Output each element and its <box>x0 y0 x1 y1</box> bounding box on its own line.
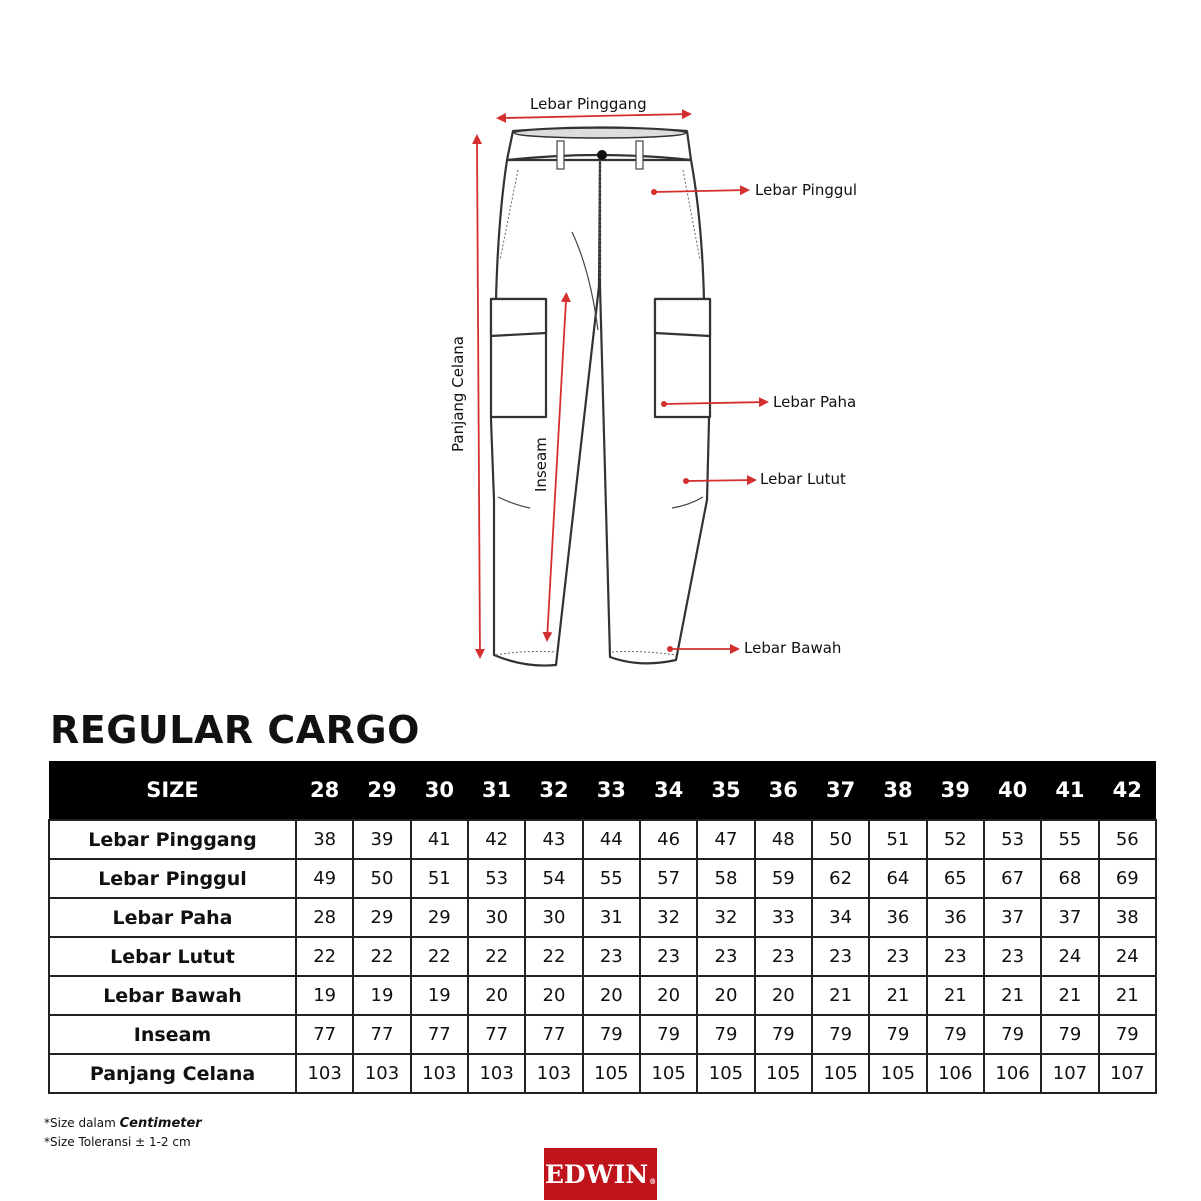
note-unit <box>44 1114 202 1133</box>
size-column-header: 31 <box>468 761 525 820</box>
table-cell: 79 <box>583 1015 640 1054</box>
note-unit-prefix: *Size dalam <box>44 1116 120 1130</box>
table-cell: 107 <box>1041 1054 1098 1093</box>
table-row <box>49 976 1156 1015</box>
table-cell: 53 <box>468 859 525 898</box>
table-row <box>49 1015 1156 1054</box>
table-cell: 20 <box>697 976 754 1015</box>
table-cell: 37 <box>984 898 1041 937</box>
table-cell: 107 <box>1099 1054 1156 1093</box>
size-header-label: SIZE <box>49 761 296 820</box>
size-chart-table <box>48 761 1157 1094</box>
table-row <box>49 937 1156 976</box>
table-cell: 106 <box>927 1054 984 1093</box>
table-cell: 34 <box>812 898 869 937</box>
table-cell: 58 <box>697 859 754 898</box>
table-cell: 30 <box>468 898 525 937</box>
table-cell: 32 <box>640 898 697 937</box>
size-column-header: 38 <box>869 761 926 820</box>
table-cell: 105 <box>640 1054 697 1093</box>
table-cell: 19 <box>411 976 468 1015</box>
table-cell: 105 <box>583 1054 640 1093</box>
table-cell: 21 <box>812 976 869 1015</box>
table-cell: 103 <box>353 1054 410 1093</box>
table-row <box>49 898 1156 937</box>
logo-text: EDWIN <box>544 1159 649 1189</box>
table-cell: 23 <box>869 937 926 976</box>
table-cell: 50 <box>353 859 410 898</box>
table-cell: 55 <box>583 859 640 898</box>
label-lebar-bawah: Lebar Bawah <box>744 639 842 657</box>
size-column-header: 34 <box>640 761 697 820</box>
table-cell: 103 <box>525 1054 582 1093</box>
size-column-header: 30 <box>411 761 468 820</box>
row-label: Lebar Paha <box>49 898 296 937</box>
table-cell: 79 <box>1041 1015 1098 1054</box>
table-cell: 79 <box>984 1015 1041 1054</box>
table-cell: 77 <box>468 1015 525 1054</box>
table-cell: 32 <box>697 898 754 937</box>
table-cell: 65 <box>927 859 984 898</box>
product-title: REGULAR CARGO <box>50 708 420 752</box>
table-cell: 39 <box>353 820 410 859</box>
table-cell: 30 <box>525 898 582 937</box>
table-cell: 23 <box>984 937 1041 976</box>
table-cell: 55 <box>1041 820 1098 859</box>
table-cell: 62 <box>812 859 869 898</box>
table-cell: 79 <box>869 1015 926 1054</box>
table-cell: 48 <box>755 820 812 859</box>
table-cell: 20 <box>525 976 582 1015</box>
table-cell: 41 <box>411 820 468 859</box>
table-cell: 36 <box>927 898 984 937</box>
table-cell: 20 <box>755 976 812 1015</box>
table-cell: 21 <box>869 976 926 1015</box>
table-cell: 105 <box>812 1054 869 1093</box>
table-cell: 46 <box>640 820 697 859</box>
table-cell: 31 <box>583 898 640 937</box>
table-cell: 77 <box>296 1015 353 1054</box>
table-cell: 54 <box>525 859 582 898</box>
label-lebar-lutut: Lebar Lutut <box>760 470 846 488</box>
table-cell: 103 <box>411 1054 468 1093</box>
table-row <box>49 820 1156 859</box>
table-cell: 23 <box>583 937 640 976</box>
table-cell: 23 <box>812 937 869 976</box>
size-column-header: 40 <box>984 761 1041 820</box>
table-cell: 21 <box>1041 976 1098 1015</box>
table-cell: 20 <box>468 976 525 1015</box>
table-cell: 22 <box>296 937 353 976</box>
row-label: Panjang Celana <box>49 1054 296 1093</box>
table-cell: 56 <box>1099 820 1156 859</box>
table-cell: 28 <box>296 898 353 937</box>
table-cell: 44 <box>583 820 640 859</box>
table-cell: 64 <box>869 859 926 898</box>
edwin-logo <box>544 1148 657 1200</box>
table-cell: 67 <box>984 859 1041 898</box>
size-column-header: 35 <box>697 761 754 820</box>
table-cell: 68 <box>1041 859 1098 898</box>
table-cell: 51 <box>411 859 468 898</box>
registered-mark-icon: ® <box>649 1176 657 1186</box>
table-cell: 22 <box>525 937 582 976</box>
label-lebar-pinggul: Lebar Pinggul <box>755 181 858 199</box>
row-label: Lebar Pinggul <box>49 859 296 898</box>
table-cell: 43 <box>525 820 582 859</box>
size-column-header: 32 <box>525 761 582 820</box>
size-table-body <box>49 820 1156 1093</box>
table-cell: 79 <box>640 1015 697 1054</box>
table-cell: 19 <box>296 976 353 1015</box>
row-label: Lebar Lutut <box>49 937 296 976</box>
table-cell: 20 <box>640 976 697 1015</box>
note-unit-emphasis: Centimeter <box>119 1116 202 1131</box>
note-tolerance: *Size Toleransi ± 1-2 cm <box>44 1135 191 1149</box>
table-cell: 79 <box>1099 1015 1156 1054</box>
table-cell: 22 <box>353 937 410 976</box>
table-cell: 77 <box>353 1015 410 1054</box>
size-header-row <box>49 761 1156 820</box>
size-column-header: 28 <box>296 761 353 820</box>
table-cell: 19 <box>353 976 410 1015</box>
size-column-header: 42 <box>1099 761 1156 820</box>
table-cell: 79 <box>697 1015 754 1054</box>
table-cell: 21 <box>1099 976 1156 1015</box>
table-cell: 105 <box>869 1054 926 1093</box>
table-cell: 22 <box>411 937 468 976</box>
label-lebar-paha: Lebar Paha <box>773 393 857 411</box>
table-cell: 77 <box>525 1015 582 1054</box>
table-cell: 77 <box>411 1015 468 1054</box>
table-cell: 53 <box>984 820 1041 859</box>
table-cell: 24 <box>1099 937 1156 976</box>
table-cell: 50 <box>812 820 869 859</box>
size-column-header: 29 <box>353 761 410 820</box>
table-cell: 79 <box>812 1015 869 1054</box>
table-cell: 23 <box>697 937 754 976</box>
table-cell: 42 <box>468 820 525 859</box>
table-cell: 36 <box>869 898 926 937</box>
table-cell: 103 <box>468 1054 525 1093</box>
row-label: Lebar Pinggang <box>49 820 296 859</box>
table-row <box>49 1054 1156 1093</box>
table-cell: 24 <box>1041 937 1098 976</box>
label-lebar-pinggang: Lebar Pinggang <box>530 95 647 113</box>
table-cell: 105 <box>697 1054 754 1093</box>
row-label: Lebar Bawah <box>49 976 296 1015</box>
table-cell: 38 <box>296 820 353 859</box>
table-cell: 51 <box>869 820 926 859</box>
table-cell: 29 <box>411 898 468 937</box>
table-cell: 52 <box>927 820 984 859</box>
table-cell: 23 <box>755 937 812 976</box>
size-column-header: 39 <box>927 761 984 820</box>
table-cell: 106 <box>984 1054 1041 1093</box>
table-cell: 47 <box>697 820 754 859</box>
size-column-header: 33 <box>583 761 640 820</box>
label-inseam: Inseam <box>532 437 550 492</box>
table-cell: 69 <box>1099 859 1156 898</box>
table-cell: 29 <box>353 898 410 937</box>
table-cell: 23 <box>640 937 697 976</box>
table-cell: 20 <box>583 976 640 1015</box>
table-cell: 37 <box>1041 898 1098 937</box>
table-cell: 38 <box>1099 898 1156 937</box>
size-column-header: 36 <box>755 761 812 820</box>
table-cell: 22 <box>468 937 525 976</box>
table-cell: 49 <box>296 859 353 898</box>
table-cell: 105 <box>755 1054 812 1093</box>
size-notes <box>44 1114 202 1152</box>
label-panjang-celana: Panjang Celana <box>449 336 467 452</box>
table-cell: 57 <box>640 859 697 898</box>
table-cell: 79 <box>927 1015 984 1054</box>
size-column-header: 41 <box>1041 761 1098 820</box>
table-cell: 23 <box>927 937 984 976</box>
size-column-header: 37 <box>812 761 869 820</box>
table-cell: 21 <box>927 976 984 1015</box>
table-row <box>49 859 1156 898</box>
table-cell: 59 <box>755 859 812 898</box>
table-cell: 79 <box>755 1015 812 1054</box>
table-cell: 103 <box>296 1054 353 1093</box>
row-label: Inseam <box>49 1015 296 1054</box>
table-cell: 21 <box>984 976 1041 1015</box>
table-cell: 33 <box>755 898 812 937</box>
